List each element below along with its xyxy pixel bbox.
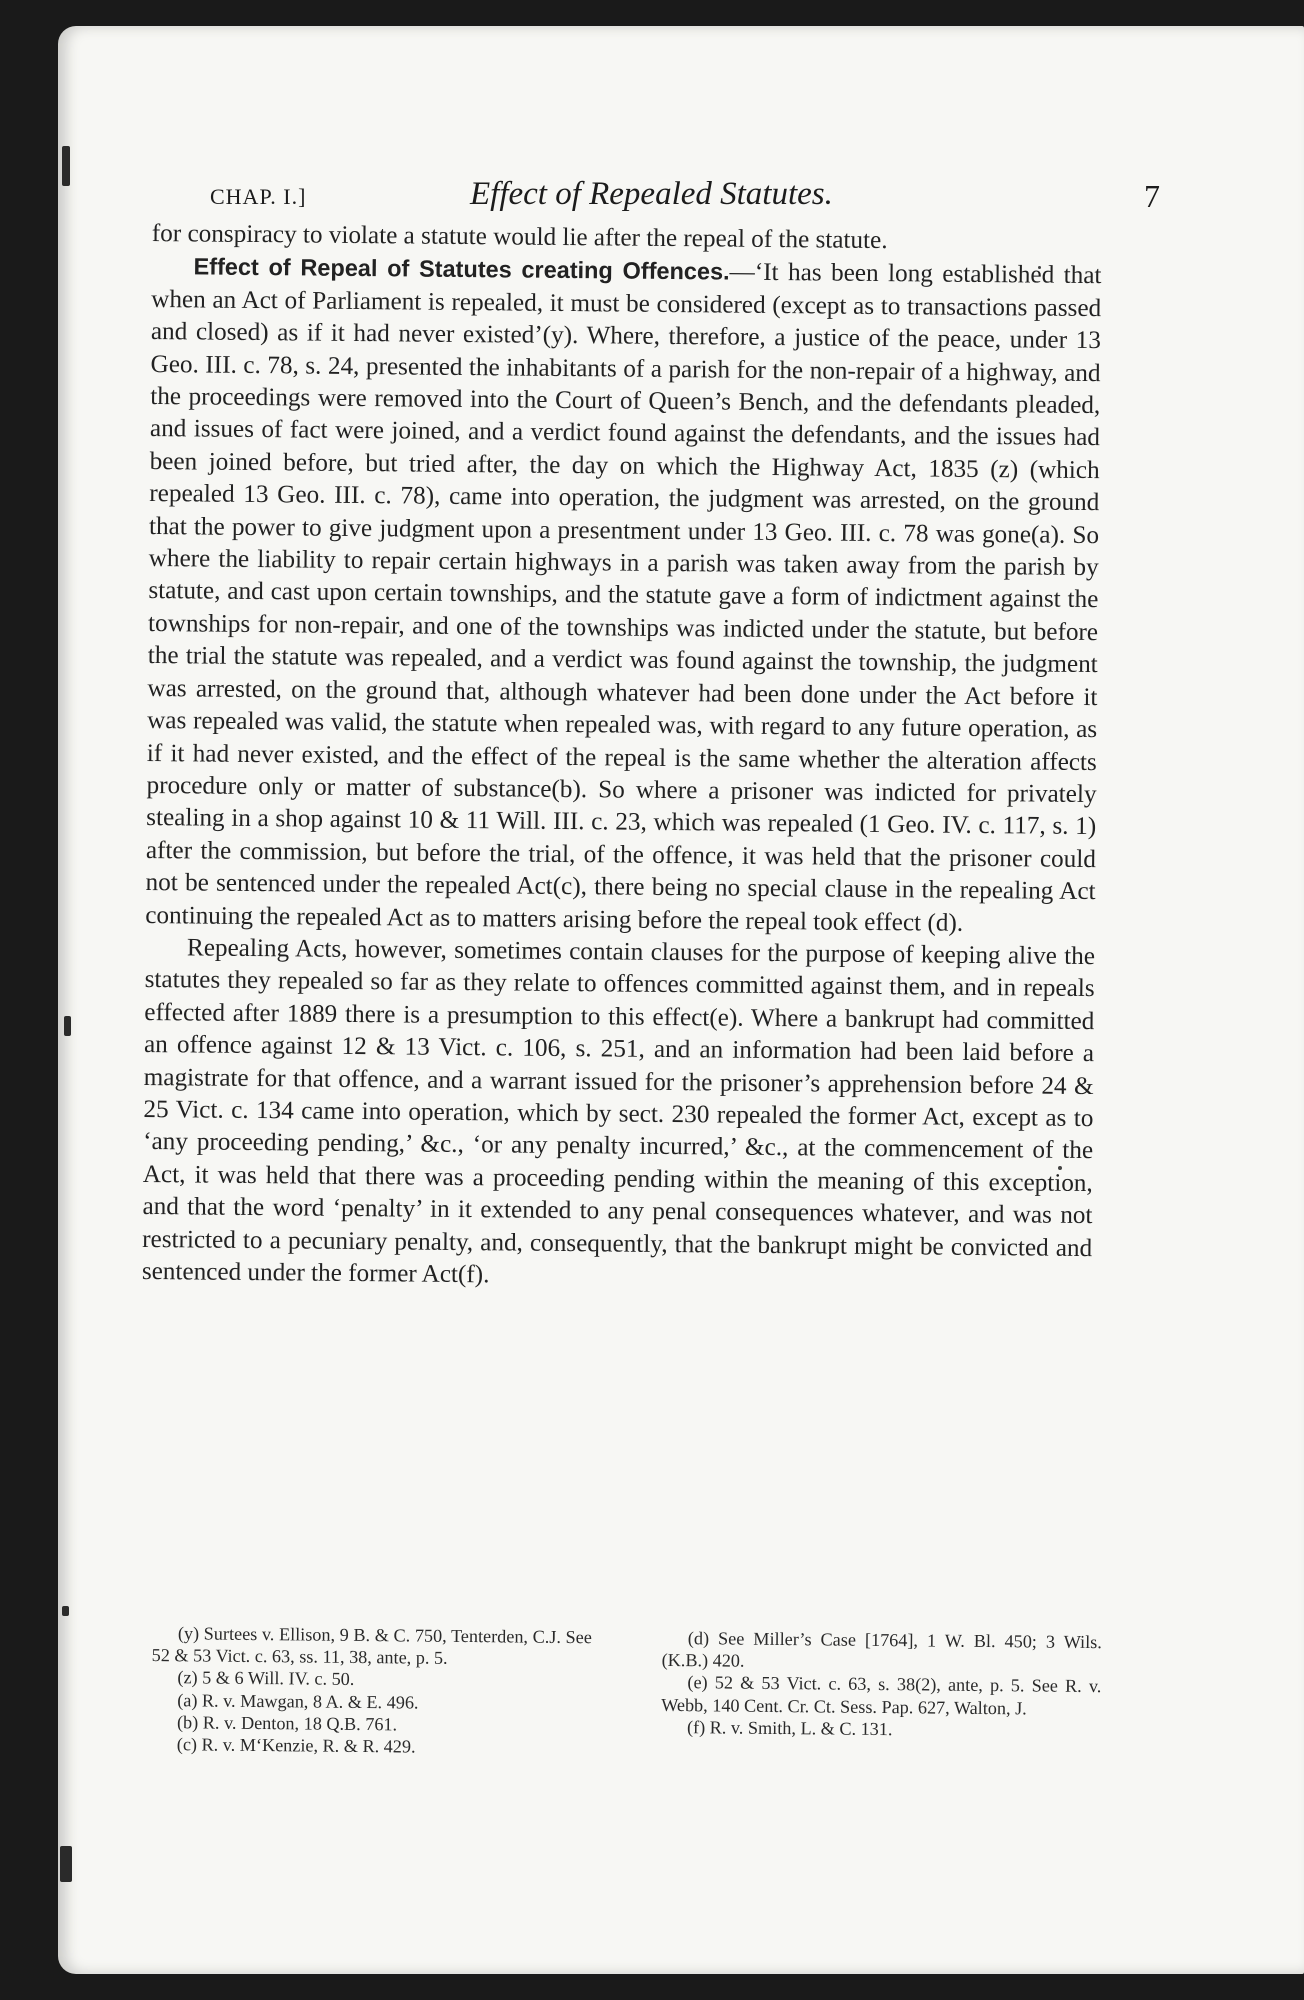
footnote: (b) R. v. Denton, 18 Q.B. 761. [176,1712,398,1735]
footnote-column-left [151,1622,592,1759]
section-heading: Effect of Repeal of Statutes creating Offences. [193,253,730,285]
paragraph: for conspiracy to violate a statute would lie after the repeal of the statute. [151,219,888,255]
footnotes [151,1622,1102,1764]
paragraph: Repealing Acts, however, sometimes contain clauses for the purpose of keeping alive the statutes they repealed so far as they relate to offences committed against them, and in repeals effected after 1889 there is a presumption to this effect(e). Where a bankrupt had committed an offence against 12 & 13 Vict. c. 106, s. 251, and an information had been laid before a magistrate for that offence, and a warrant issued for the prisoner’s apprehension before 24 & 25 Vict. c. 134 came into operation, which by sect. 230 repealed the former Act, except as to ‘any proceeding pending,’ &c., ‘or any penalty incurred,’ &c., at the commencement of the Act, it was held that there was a proceeding pending within the meaning of this exception, and that the word ‘penalty’ in it extended to any penal consequences whatever, and was not restricted to a pecuniary penalty, and, consequently, that the bankrupt might be convicted and sentenced under the former Act(f). [141,934,1096,1289]
footnote: (z) 5 & 6 Will. IV. c. 50. [177,1667,355,1690]
binding-mark [62,1606,69,1616]
footnote-column-right [661,1627,1102,1764]
running-header [210,166,1160,216]
page-number: 7 [1144,178,1160,214]
footnote: (a) R. v. Mawgan, 8 A. & E. 496. [177,1689,419,1713]
binding-mark [60,1846,72,1882]
binding-mark [62,146,70,186]
footnote: (e) 52 & 53 Vict. c. 63, s. 38(2), ante, p. 5. See R. v. Webb, 140 Cent. Cr. Ct. Sess. Pap. 627, Walton, J. [661,1672,1102,1719]
footnote: (y) Surtees v. Ellison, 9 B. & C. 750, Tenterden, C.J. See 52 & 53 Vict. c. 63, ss. 11, 38, ante, p. 5. [151,1623,592,1669]
main-text [142,218,1102,1297]
footnote: (c) R. v. M‘Kenzie, R. & R. 429. [176,1734,416,1757]
footnote: (f) R. v. Smith, L. & C. 131. [686,1716,893,1739]
binding-mark [64,1016,71,1036]
footnote: (d) See Miller’s Case [1764], 1 W. Bl. 450; 3 Wils. (K.B.) 420. [661,1628,1102,1671]
paragraph-text: —‘It has been long established that when an Act of Parliament is repealed, it must be considered (except as to transactions passed and closed) as if it had never existed’(y). Where, therefore, a justice of the peace, under 13 Geo. III. c. 78, s. 24, presented the inhabitants of a parish for the non-repair of a highway, and the proceedings were removed into the Court of Queen’s Bench, and the defendants pleaded, and issues of fact were joined, and a verdict found against the defendants, and the issues had been joined before, but tried after, the day on which the Highway Act, 1835 (z) (which repealed 13 Geo. III. c. 78), came into operation, the judgment was arrested, on the ground that the power to give judgment upon a presentment under 13 Geo. III. c. 78 was gone(a). So where the liability to repair certain highways in a parish was taken away from the parish by statute, and cast upon certain townships, and the statute gave a form of indictment against the townships for non-repair, and one of the townships was indicted under the statute, but before the trial the statute was repealed, and a verdict was found against the township, the judgment was arrested, on the ground that, although whatever had been done under the Act before it was repealed was valid, the statute when repealed was, with regard to any future operation, as if it had never existed, and the effect of the repeal is the same whether the alteration affects procedure only or matter of substance(b). So where a prisoner was indicted for privately stealing in a shop against 10 & 11 Will. III. c. 23, which was repealed (1 Geo. IV. c. 117, s. 1) after the commission, but before the trial, of the offence, it was held that the prisoner could not be sentenced under the repealed Act(c), there being no special clause in the repealing Act continuing the repealed Act as to matters arising before the repeal took effect (d). [145,258,1102,937]
paragraph [145,250,1101,941]
running-title: Effect of Repealed Statutes. [470,176,833,212]
chapter-label: CHAP. I.] [210,184,307,209]
